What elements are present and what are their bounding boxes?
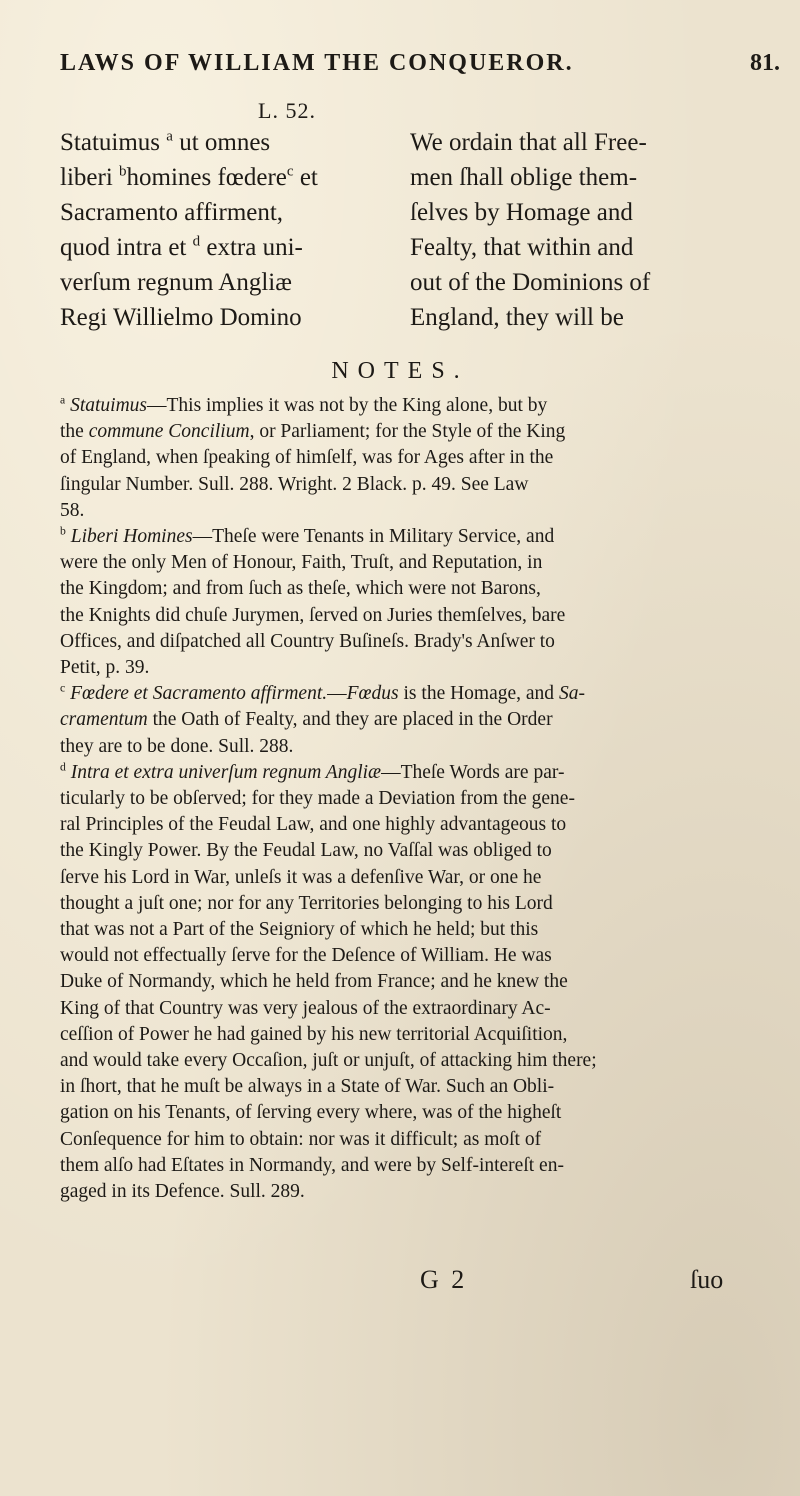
catchword: ſuo	[690, 1265, 724, 1294]
note-line: would not effectually ſerve for the Deſence of William. He was	[60, 945, 552, 967]
note-line: $^d$ Intra et extra univerſum regnum Angliæ—Theſe Words are par-	[60, 760, 565, 783]
english-line: men ſhall oblige them-	[410, 164, 638, 191]
english-line: Fealty, that within and	[410, 234, 634, 261]
note-line: ſerve his Lord in War, unleſs it was a defenſive War, or one he	[60, 866, 542, 888]
note-line: Offices, and diſpatched all Country Buſineſs. Brady's Anſwer to	[60, 630, 555, 652]
english-line: England, they will be	[410, 304, 624, 331]
note-line: $^c$ Fœdere et Sacramento affirment.—Fœdus is the Homage, and Sa-	[60, 681, 585, 705]
latin-column	[60, 125, 390, 335]
note-line: Duke of Normandy, which he held from France; and he knew the	[60, 971, 568, 993]
note-line: the commune Concilium, or Parliament; for the Style of the King	[60, 421, 566, 443]
note-line: gation on his Tenants, of ſerving every where, was of the higheſt	[60, 1102, 562, 1124]
note-line: thought a juſt one; nor for any Territories belonging to his Lord	[60, 892, 553, 914]
latin-line: Regi Willielmo Domino	[60, 304, 302, 331]
note-line: Petit, p. 39.	[60, 657, 150, 679]
note-line: the Knights did chuſe Jurymen, ſerved on Juries themſelves, bare	[60, 604, 566, 626]
note-line: ral Principles of the Feudal Law, and one highly advantageous to	[60, 814, 567, 836]
note-line: were the only Men of Honour, Faith, Truſt, and Reputation, in	[60, 552, 543, 574]
latin-line: quod intra et $^d$ extra uni-	[60, 233, 303, 261]
english-line: out of the Dominions of	[410, 269, 651, 296]
page-number: 81.	[750, 50, 780, 76]
note-line: ceſſion of Power he had gained by his new territorial Acquiſition,	[60, 1023, 568, 1045]
law-number: L. 52.	[258, 98, 316, 123]
running-title: LAWS OF WILLIAM THE CONQUEROR.	[60, 50, 574, 76]
notes-heading: NOTES.	[331, 358, 469, 384]
english-line: We ordain that all Free-	[410, 129, 647, 156]
note-line: King of that Country was very jealous of the extraordinary Ac-	[60, 997, 551, 1019]
latin-line: verſum regnum Angliæ	[60, 269, 292, 296]
note-line: gaged in its Defence. Sull. 289.	[60, 1181, 305, 1203]
running-header	[60, 50, 780, 90]
note-line: that was not a Part of the Seigniory of which he held; but this	[60, 919, 539, 941]
notes-block	[60, 393, 800, 1205]
note-line: and would take every Occaſion, juſt or unjuſt, of attacking him there;	[60, 1050, 597, 1072]
note-line: ſingular Number. Sull. 288. Wright. 2 Black. p. 49. See Law	[60, 473, 529, 495]
note-line: 58.	[60, 499, 85, 521]
note-line: in ſhort, that he muſt be always in a State of War. Such an Obli-	[60, 1076, 555, 1098]
note-line: $^a$ Statuimus—This implies it was not by the King alone, but by	[60, 393, 548, 416]
latin-line: Statuimus $^a$ ut omnes	[60, 128, 271, 156]
note-line: they are to be done. Sull. 288.	[60, 735, 294, 757]
english-line: ſelves by Homage and	[410, 199, 633, 226]
note-line: cramentum the Oath of Fealty, and they are placed in the Order	[60, 709, 553, 731]
note-line: of England, when ſpeaking of himſelf, was for Ages after in the	[60, 447, 554, 469]
english-column	[410, 125, 790, 335]
note-line: the Kingdom; and from ſuch as theſe, which were not Barons,	[60, 578, 541, 600]
signature-mark: G 2	[420, 1265, 468, 1294]
latin-line: Sacramento affirment,	[60, 199, 284, 226]
note-line: the Kingly Power. By the Feudal Law, no Vaſſal was obliged to	[60, 840, 552, 862]
note-line: them alſo had Eſtates in Normandy, and were by Self-intereſt en-	[60, 1154, 564, 1176]
note-line: $^b$ Liberi Homines—Theſe were Tenants in Military Service, and	[60, 524, 555, 548]
note-line: Conſequence for him to obtain: nor was it difficult; as moſt of	[60, 1128, 542, 1150]
latin-line: liberi $^b$homines fœdere$^c$ et	[60, 163, 318, 191]
note-line: ticularly to be obſerved; for they made a Deviation from the gene-	[60, 788, 575, 810]
